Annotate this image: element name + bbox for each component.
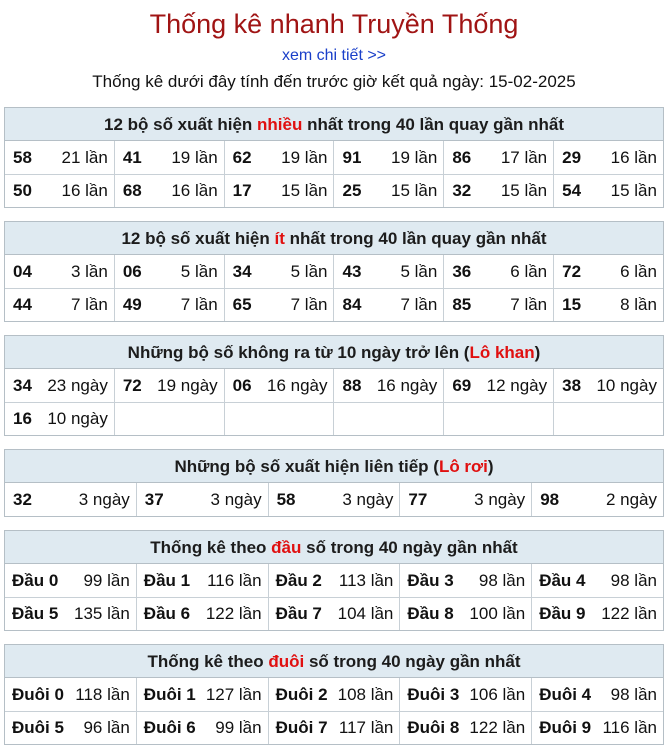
stat-cell	[114, 289, 224, 321]
stat-count: 3 ngày	[210, 489, 262, 509]
stat-label: 98	[540, 489, 560, 509]
stat-cell	[136, 598, 268, 630]
stat-label: Đầu 4	[539, 570, 586, 590]
stat-count: 7 lần	[290, 295, 328, 314]
stat-label: Đuôi 9	[539, 718, 592, 737]
stat-label: 91	[342, 147, 362, 167]
detail-link[interactable]: xem chi tiết >>	[281, 47, 387, 64]
stat-cell	[553, 255, 663, 288]
section-title: 12 bộ số xuất hiện nhiều nhất trong 40 lần quay gần nhất	[5, 108, 663, 141]
stat-count: 116 lần	[602, 718, 657, 737]
stat-cell	[333, 141, 443, 174]
stat-count: 15 lần	[610, 181, 657, 200]
stat-count: 10 ngày	[596, 375, 657, 395]
stat-count: 19 lần	[171, 147, 218, 167]
stat-cell	[531, 483, 663, 516]
stat-label: 32	[13, 489, 32, 509]
stat-label: Đuôi 6	[143, 718, 196, 737]
stat-count: 108 lần	[337, 684, 394, 704]
stat-cell	[553, 141, 663, 174]
stat-cell	[136, 483, 268, 516]
stat-label: 04	[13, 261, 32, 281]
stat-label: Đầu 2	[275, 570, 322, 590]
stat-label: 54	[562, 181, 582, 200]
stat-cell	[531, 564, 663, 597]
stat-label: 36	[452, 261, 472, 281]
stat-label: Đuôi 0	[12, 684, 64, 704]
date-subtitle: Thống kê dưới đây tính đến trước giờ kết quả ngày: 15-02-2025	[92, 72, 576, 91]
stat-label: 29	[562, 147, 582, 167]
stat-label: 25	[342, 181, 362, 200]
stat-count: 118 lần	[75, 684, 130, 704]
stat-count: 5 lần	[290, 261, 328, 281]
stat-label: 68	[122, 181, 142, 200]
stat-count: 99 lần	[83, 570, 130, 590]
stat-label: 85	[452, 295, 472, 314]
stat-label: Đầu 9	[539, 604, 586, 623]
stat-label: 86	[452, 147, 472, 167]
stat-count: 104 lần	[337, 604, 394, 623]
stat-cell	[5, 141, 114, 174]
table-row	[5, 711, 663, 744]
stat-label: 69	[452, 375, 472, 395]
stat-count: 135 lần	[74, 604, 130, 623]
section-title: Những bộ số xuất hiện liên tiếp (Lô rơi)	[5, 450, 663, 483]
stat-cell	[5, 598, 136, 630]
stat-cell	[136, 564, 268, 597]
stat-cell	[553, 175, 663, 207]
stat-label: Đuôi 2	[275, 684, 328, 704]
stat-cell	[399, 598, 531, 630]
stat-label: 88	[342, 375, 362, 395]
stat-count: 6 lần	[510, 261, 548, 281]
stat-count: 16 lần	[610, 147, 657, 167]
stat-cell	[268, 598, 400, 630]
stat-label: 38	[562, 375, 582, 395]
stat-count: 127 lần	[205, 684, 262, 704]
stat-label: Đuôi 4	[539, 684, 592, 704]
stat-label: 72	[562, 261, 582, 281]
stat-count: 122 lần	[469, 718, 526, 737]
stat-cell	[114, 175, 224, 207]
stat-cell	[531, 712, 663, 744]
stat-label: 44	[13, 295, 32, 314]
stat-count: 6 lần	[620, 261, 657, 281]
stat-label: 06	[232, 375, 252, 395]
stat-count: 122 lần	[205, 604, 262, 623]
table-row	[5, 678, 663, 711]
stat-count: 8 lần	[620, 295, 657, 314]
stat-count: 19 lần	[390, 147, 438, 167]
stat-cell	[5, 255, 114, 288]
dau-stats-section	[4, 530, 664, 631]
stat-count: 16 ngày	[266, 375, 328, 395]
stat-count: 113 lần	[338, 570, 394, 590]
stat-count: 3 ngày	[78, 489, 130, 509]
stat-cell	[443, 175, 553, 207]
stat-cell	[443, 255, 553, 288]
stat-count: 15 lần	[390, 181, 438, 200]
stat-label: Đầu 1	[143, 570, 191, 590]
least-frequent-section	[4, 221, 664, 322]
section-title: Thống kê theo đuôi số trong 40 ngày gần nhất	[5, 645, 663, 678]
stat-label: 17	[232, 181, 252, 200]
stat-count: 98 lần	[478, 570, 526, 590]
stat-label: Đầu 3	[407, 570, 454, 590]
lo-khan-section	[4, 335, 664, 436]
stat-label: 77	[408, 489, 428, 509]
stat-cell	[333, 289, 443, 321]
stat-label: 16	[13, 409, 32, 428]
table-row	[5, 255, 663, 288]
stat-cell	[224, 255, 334, 288]
stat-cell	[443, 289, 553, 321]
stat-label: Đầu 5	[12, 604, 59, 623]
stat-cell	[553, 403, 663, 435]
stat-count: 5 lần	[180, 261, 218, 281]
stat-cell	[5, 175, 114, 207]
table-row	[5, 483, 663, 516]
stat-cell	[443, 403, 553, 435]
stat-cell	[224, 369, 334, 402]
stat-label: 58	[276, 489, 296, 509]
stat-cell	[553, 289, 663, 321]
stat-cell	[333, 403, 443, 435]
stat-cell	[5, 403, 114, 435]
table-row	[5, 597, 663, 630]
stat-count: 7 lần	[70, 295, 108, 314]
stat-label: 32	[452, 181, 472, 200]
stat-count: 19 ngày	[157, 375, 218, 395]
stat-cell	[443, 141, 553, 174]
stat-cell	[5, 678, 136, 711]
stat-cell	[5, 483, 136, 516]
stat-cell	[136, 678, 268, 711]
stat-count: 3 lần	[70, 261, 108, 281]
stat-cell	[531, 678, 663, 711]
stat-cell	[5, 369, 114, 402]
table-row	[5, 141, 663, 174]
stat-label: 15	[562, 295, 582, 314]
stat-label: Đuôi 1	[143, 684, 196, 704]
stat-label: 43	[342, 261, 362, 281]
stat-label: 06	[122, 261, 142, 281]
stat-count: 98 lần	[610, 570, 657, 590]
duoi-stats-section	[4, 644, 664, 745]
stat-count: 15 lần	[281, 181, 328, 200]
stat-cell	[224, 403, 334, 435]
stat-cell	[553, 369, 663, 402]
stat-cell	[114, 403, 224, 435]
stat-cell	[333, 255, 443, 288]
stat-count: 116 lần	[207, 570, 262, 590]
stat-cell	[136, 712, 268, 744]
stat-label: 72	[122, 375, 142, 395]
stat-count: 96 lần	[83, 718, 130, 737]
stat-cell	[531, 598, 663, 630]
stat-cell	[399, 678, 531, 711]
stat-count: 17 lần	[500, 147, 548, 167]
stat-count: 98 lần	[610, 684, 657, 704]
stat-count: 7 lần	[180, 295, 218, 314]
stat-label: 37	[144, 489, 164, 509]
stat-label: 34	[232, 261, 252, 281]
stat-count: 5 lần	[400, 261, 438, 281]
stat-count: 106 lần	[469, 684, 526, 704]
stat-label: Đầu 6	[143, 604, 191, 623]
stat-count: 2 ngày	[605, 489, 657, 509]
stat-cell	[399, 564, 531, 597]
stat-label: 49	[122, 295, 142, 314]
table-row	[5, 402, 663, 435]
table-row	[5, 288, 663, 321]
stat-cell	[5, 712, 136, 744]
stat-cell	[114, 255, 224, 288]
stat-label: Đuôi 3	[407, 684, 460, 704]
stat-label: 84	[342, 295, 362, 314]
stat-cell	[268, 712, 400, 744]
stat-cell	[224, 141, 334, 174]
stat-cell	[224, 175, 334, 207]
stat-count: 122 lần	[601, 604, 657, 623]
stat-count: 15 lần	[500, 181, 548, 200]
stat-count: 16 lần	[171, 181, 218, 200]
section-title: Thống kê theo đầu số trong 40 ngày gần nhất	[5, 531, 663, 564]
stat-label: 65	[232, 295, 252, 314]
stat-cell	[268, 483, 400, 516]
stat-count: 21 lần	[61, 147, 108, 167]
stat-cell	[333, 175, 443, 207]
section-title: 12 bộ số xuất hiện ít nhất trong 40 lần quay gần nhất	[5, 222, 663, 255]
stat-cell	[399, 712, 531, 744]
section-title: Những bộ số không ra từ 10 ngày trở lên (Lô khan)	[5, 336, 663, 369]
stat-cell	[5, 289, 114, 321]
stat-cell	[268, 678, 400, 711]
stat-label: Đuôi 7	[275, 718, 328, 737]
stat-cell	[333, 369, 443, 402]
stat-label: 50	[13, 181, 32, 200]
lo-roi-section	[4, 449, 664, 517]
stat-cell	[5, 564, 136, 597]
stat-label: Đuôi 5	[12, 718, 64, 737]
stat-count: 10 ngày	[47, 409, 108, 428]
stat-cell	[443, 369, 553, 402]
stat-count: 3 ngày	[342, 489, 394, 509]
stat-label: Đầu 7	[275, 604, 322, 623]
stat-count: 19 lần	[281, 147, 328, 167]
stat-count: 7 lần	[400, 295, 438, 314]
stat-label: Đuôi 8	[407, 718, 460, 737]
stat-label: 62	[232, 147, 252, 167]
stat-label: Đầu 0	[12, 570, 59, 590]
page-title: Thống kê nhanh Truyền Thống	[149, 9, 519, 39]
stat-count: 12 ngày	[486, 375, 548, 395]
stat-count: 3 ngày	[474, 489, 526, 509]
stat-count: 100 lần	[469, 604, 526, 623]
table-row	[5, 174, 663, 207]
stat-count: 99 lần	[215, 718, 262, 737]
stat-label: 41	[122, 147, 142, 167]
table-row	[5, 369, 663, 402]
stat-cell	[114, 141, 224, 174]
stat-cell	[399, 483, 531, 516]
stat-count: 7 lần	[510, 295, 548, 314]
table-row	[5, 564, 663, 597]
stat-cell	[114, 369, 224, 402]
stat-label: Đầu 8	[407, 604, 454, 623]
stat-cell	[224, 289, 334, 321]
most-frequent-section	[4, 107, 664, 208]
stat-count: 16 lần	[61, 181, 108, 200]
stat-count: 23 ngày	[47, 375, 108, 395]
stat-cell	[268, 564, 400, 597]
stat-label: 34	[13, 375, 32, 395]
stat-count: 117 lần	[338, 718, 394, 737]
stat-count: 16 ngày	[376, 375, 438, 395]
stat-label: 58	[13, 147, 32, 167]
